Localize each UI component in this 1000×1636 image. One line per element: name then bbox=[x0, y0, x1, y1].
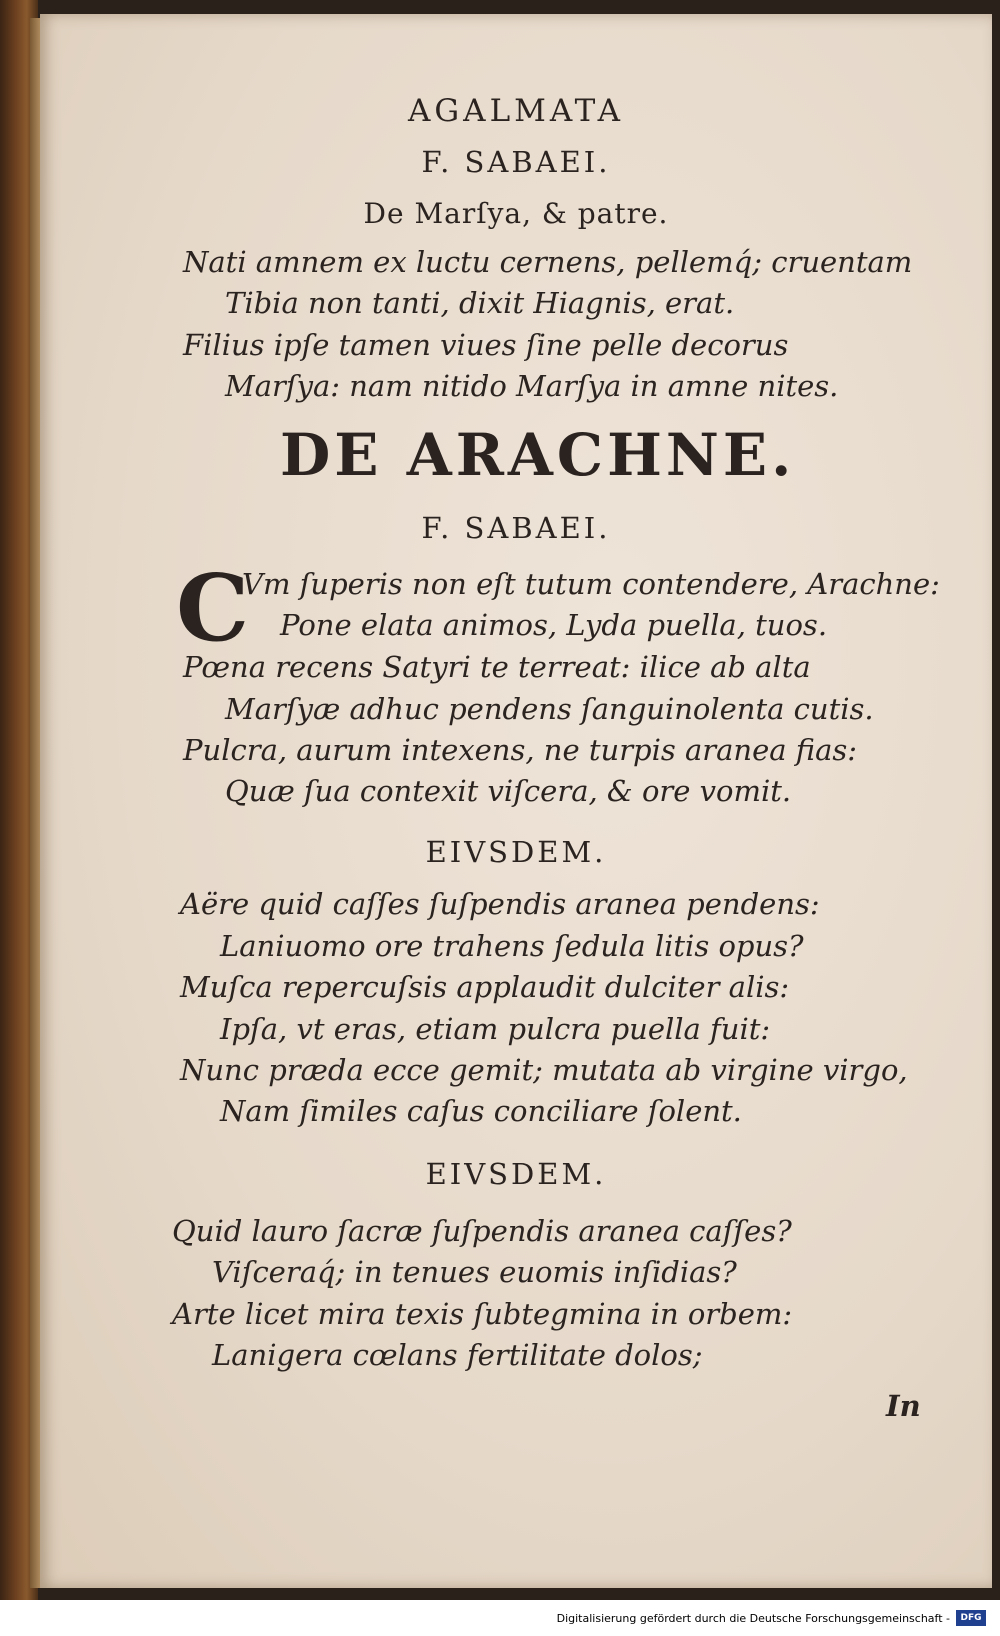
section-heading: EIVSDEM. bbox=[425, 1157, 607, 1191]
verse-line: Laniuomo ore trahens ſedula litis opus? bbox=[220, 929, 804, 963]
verse-line: Lanigera cœlans fertilitate dolos; bbox=[212, 1338, 703, 1372]
catchword: In bbox=[886, 1389, 921, 1423]
author-heading: F. SABAEI. bbox=[421, 511, 611, 545]
drop-cap: C bbox=[176, 554, 250, 662]
section-title: DE ARACHNE. bbox=[280, 421, 796, 489]
verse-line: Filius ipſe tamen viues ſine pelle decorus bbox=[183, 328, 789, 362]
verse-line: Nunc præda ecce gemit; mutata ab virgine virgo, bbox=[180, 1053, 908, 1087]
verse-line: Pone elata animos, Lyda puella, tuos. bbox=[280, 608, 828, 642]
verse-line: Quæ ſua contexit viſcera, & ore vomit. bbox=[225, 774, 792, 808]
verse-line: Quid lauro ſacræ ſuſpendis aranea caſſes? bbox=[172, 1214, 792, 1248]
verse-line: Nam ſimiles caſus conciliare ſolent. bbox=[220, 1094, 742, 1128]
book-page bbox=[40, 14, 992, 1588]
verse-line: Marſya: nam nitido Marſya in amne nites. bbox=[225, 369, 839, 403]
verse-line: Nati amnem ex luctu cernens, pellemq́; cruentam bbox=[183, 245, 913, 279]
verse-line: Tibia non tanti, dixit Hiagnis, erat. bbox=[225, 286, 735, 320]
verse-line: Arte licet mira texis ſubtegmina in orbem: bbox=[172, 1297, 793, 1331]
dfg-logo: DFG bbox=[956, 1610, 986, 1626]
verse-line: Vm ſuperis non eſt tutum contendere, Arachne: bbox=[242, 567, 940, 601]
verse-line: Marſyæ adhuc pendens ſanguinolenta cutis. bbox=[225, 692, 874, 726]
verse-line: Muſca repercuſsis applaudit dulciter alis: bbox=[180, 970, 790, 1004]
verse-line: Ipſa, vt eras, etiam pulcra puella fuit: bbox=[220, 1012, 771, 1046]
poem-subtitle: De Marſya, & patre. bbox=[363, 197, 669, 230]
running-title: AGALMATA bbox=[408, 93, 624, 129]
digitization-footer bbox=[0, 1600, 1000, 1636]
section-heading: EIVSDEM. bbox=[425, 835, 607, 869]
author-heading: F. SABAEI. bbox=[421, 145, 611, 179]
verse-line: Viſceraq́; in tenues euomis inſidias? bbox=[212, 1255, 737, 1289]
verse-line: Pœna recens Satyri te terreat: ilice ab alta bbox=[183, 650, 811, 684]
verse-line: Aëre quid caſſes ſuſpendis aranea pendens: bbox=[180, 887, 820, 921]
verse-line: Pulcra, aurum intexens, ne turpis aranea fias: bbox=[183, 733, 858, 767]
funding-credit: Digitalisierung gefördert durch die Deutsche Forschungsgemeinschaft - bbox=[556, 1612, 950, 1625]
